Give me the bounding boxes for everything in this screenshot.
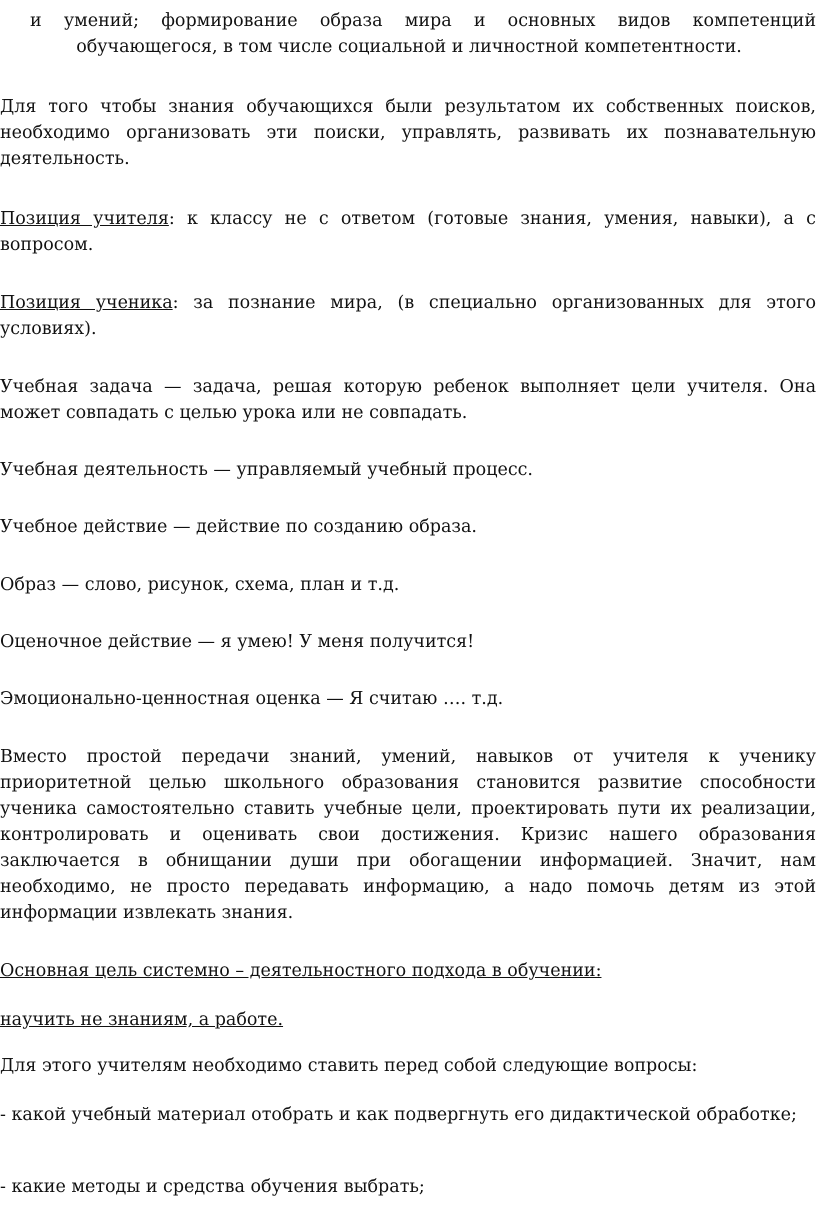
question-item-2: - какие методы и средства обучения выбрать; [0,1177,425,1197]
instead-paragraph: Вместо простой передачи знаний, умений, навыков от учителя к ученику приоритетной целью школьного образования становится развитие способности ученика самостоятельно ставить учебные цели, проектировать пути их реализации, контролировать и оценивать свои достижения. Кризис нашего образования заключается в обнищании души при обогащении информацией. Значит, нам необходимо, не просто передавать информацию, а надо помочь детям из этой информации извлекать знания. [0,747,816,923]
goal-heading: Основная цель системно – деятельностного подхода в обучении: [0,961,602,981]
emotional-evaluation-definition: Эмоционально-ценностная оценка — Я считаю …. т.д. [0,689,504,709]
intro-line-1: и умений; формирование образа мира и основных видов компетенций [30,11,816,31]
evaluation-action-definition: Оценочное действие — я умею! У меня получится! [0,632,475,652]
image-definition: Образ — слово, рисунок, схема, план и т.д. [0,575,400,595]
intro-paragraph [30,8,816,60]
question-item-1: - какой учебный материал отобрать и как подвергнуть его дидактической обработке; [0,1105,797,1125]
teacher-position-label: Позиция учителя [0,209,169,229]
student-position-paragraph [0,290,816,342]
teacher-position-text: : к классу не с ответом (готовые знания, умения, навыки), а с вопросом. [0,209,816,255]
search-paragraph: Для того чтобы знания обучающихся были результатом их собственных поисков, необходимо организовать эти поиски, управлять, развивать их познавательную деятельность. [0,97,816,169]
learning-action-definition: Учебное действие — действие по созданию образа. [0,517,477,537]
student-position-label: Позиция ученика [0,293,173,313]
intro-line-2: обучающегося, в том числе социальной и личностной компетентности. [76,37,742,57]
student-position-text: : за познание мира, (в специально организованных для этого условиях). [0,293,816,339]
teacher-position-paragraph [0,206,816,258]
learning-task-definition: Учебная задача — задача, решая которую ребенок выполняет цели учителя. Она может совпадать с целью урока или не совпадать. [0,377,816,423]
learning-activity-definition: Учебная деятельность — управляемый учебный процесс. [0,460,533,480]
questions-intro: Для этого учителям необходимо ставить перед собой следующие вопросы: [0,1056,698,1076]
goal-text: научить не знаниям, а работе. [0,1010,284,1030]
